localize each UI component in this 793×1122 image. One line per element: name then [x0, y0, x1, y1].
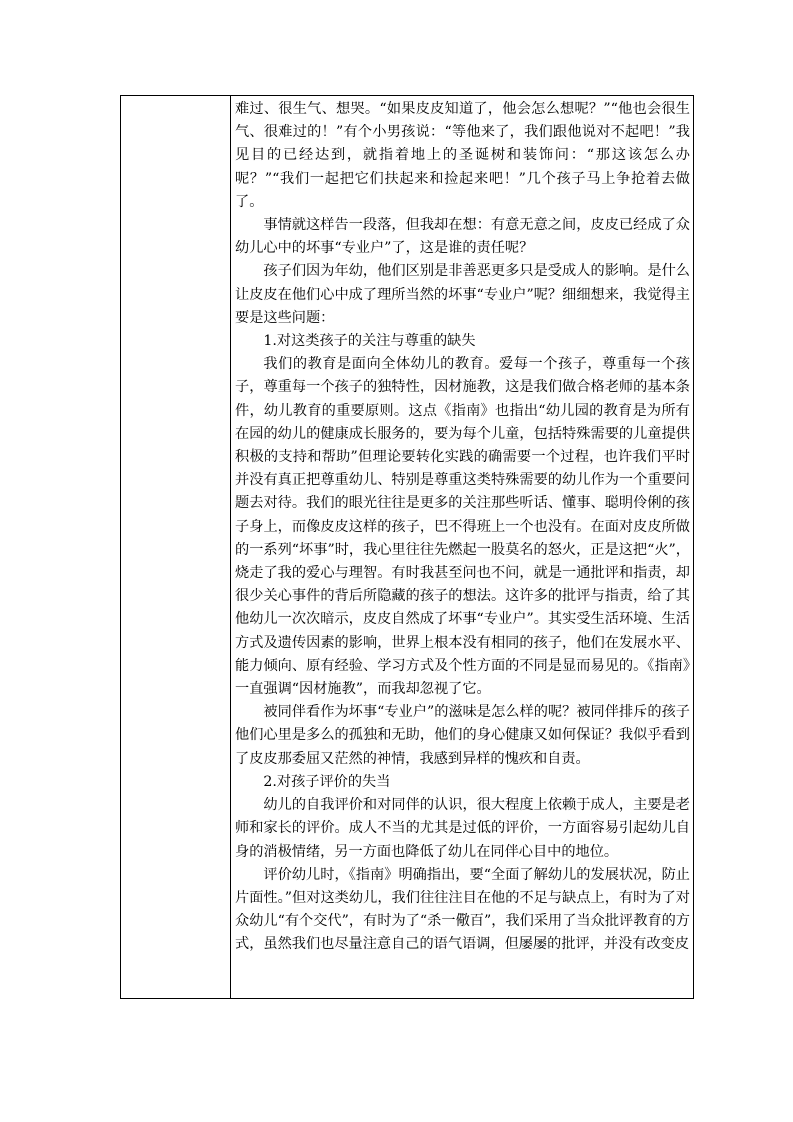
paragraph-body: 评价幼儿时，《指南》明确指出，要“全面了解幼儿的发展状况，防止片面性。”但对这类幼儿，我们往往注目在他的不足与缺点上，有时为了对众幼儿“有个交代”，有时为了“杀一儆百”，我们采用了当众批评教育的方式，虽然我们也尽量注意自己的语气语调，但屡屡的批评，并没有改变皮	[235, 866, 690, 953]
paragraph-body: 我们的教育是面向全体幼儿的教育。爱每一个孩子，尊重每一个孩子，尊重每一个孩子的独特性，因材施教，这是我们做合格老师的基本条件，幼儿教育的重要原则。这点《指南》也指出“幼儿园的教育是为所有在园的幼儿的健康成长服务的，要为每个儿童，包括特殊需要的儿童提供积极的支持和帮助”但理论要转化实践的确需要一个过程，也许我们平时并没有真正把尊重幼儿、特别是尊重这类特殊需要的幼儿作为一个重要问题去对待。我们的眼光往往是更多的关注那些听话、懂事、聪明伶俐的孩子身上，而像皮皮这样的孩子，巴不得班上一个也没有。在面对皮皮所做的一系列“坏事”时，我心里往往先燃起一股莫名的怒火，正是这把“火”，烧走了我的爱心与理智。有时我甚至问也不问，就是一通批评和指责，却很少关心事件的背后所隐藏的孩子的想法。这许多的批评与指责，给了其他幼儿一次次暗示，皮皮自然成了坏事“专业户”。其实受生活环境、生活方式及遗传因素的影响，世界上根本没有相同的孩子，他们在发展水平、能力倾向、原有经验、学习方式及个性方面的不同是显而易见的。《指南》一直强调“因材施教”，而我却忽视了它。	[235, 356, 690, 698]
section-heading-2: 2.对孩子评价的失当	[263, 773, 391, 790]
paragraph-body: 被同伴看作为坏事“专业户”的滋味是怎么样的呢？被同伴排斥的孩子他们心里是多么的孤独和无助，他们的身心健康又如何保证？我似乎看到了皮皮那委屈又茫然的神情，我感到异样的愧疚和自责。	[235, 704, 690, 767]
paragraph-body: 孩子们因为年幼，他们区别是非善恶更多只是受成人的影响。是什么让皮皮在他们心中成了理所当然的坏事“专业户”呢？细细想来，我觉得主要是这些问题：	[235, 263, 690, 326]
paragraph-body: 事情就这样告一段落，但我却在想：有意无意之间，皮皮已经成了众幼儿心中的坏事“专业户”了，这是谁的责任呢？	[235, 217, 690, 257]
paragraph-continuation: 难过、很生气、想哭。“如果皮皮知道了，他会怎么想呢？”“他也会很生气、很难过的！”有个小男孩说：“等他来了，我们跟他说对不起吧！”我见目的已经达到，就指着地上的圣诞树和装饰问：“那这该怎么办呢？”“我们一起把它们扶起来和捡起来吧！”几个孩子马上争抢着去做了。	[235, 101, 690, 210]
paragraph-body: 幼儿的自我评价和对同伴的认识，很大程度上依赖于成人，主要是老师和家长的评价。成人不当的尤其是过低的评价，一方面容易引起幼儿自身的消极情绪，另一方面也降低了幼儿在同伴心目中的地位。	[235, 797, 690, 860]
document-table	[120, 95, 694, 999]
section-heading-1: 1.对这类孩子的关注与尊重的缺失	[263, 333, 476, 350]
table-left-cell	[121, 96, 231, 998]
table-content-cell	[231, 96, 693, 998]
